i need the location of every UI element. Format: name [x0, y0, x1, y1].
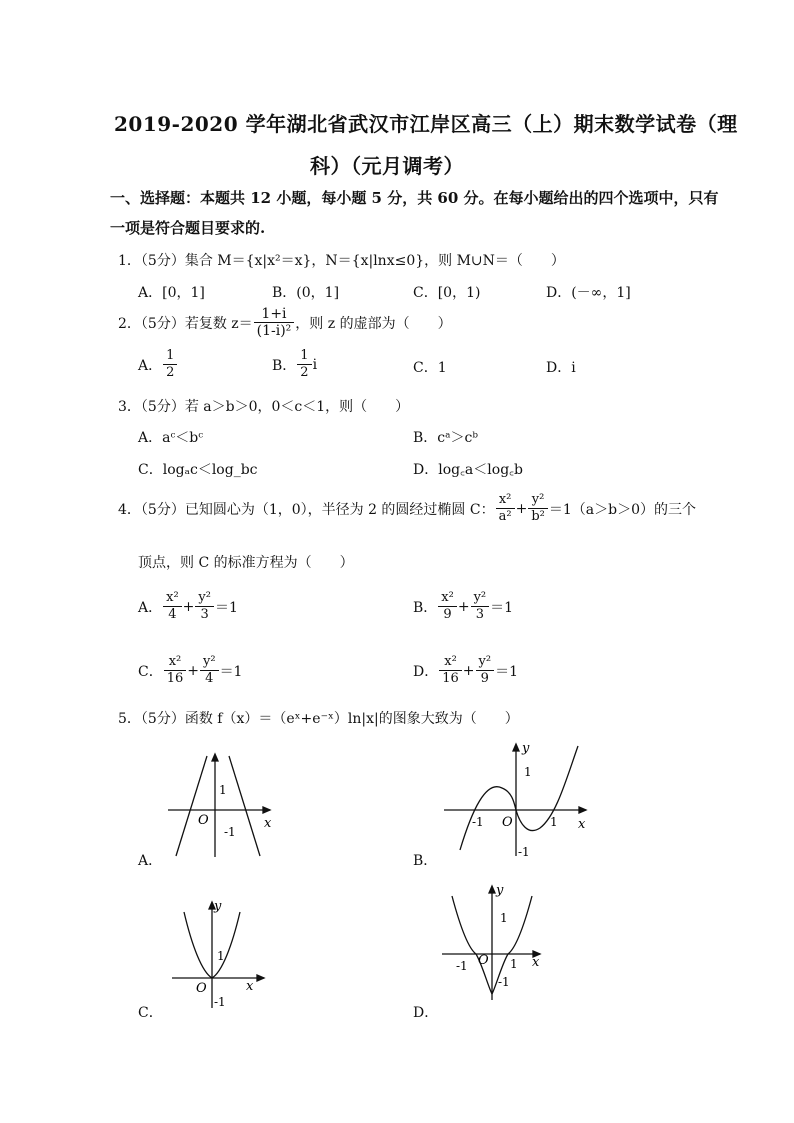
tick-1-x: 1 [510, 957, 518, 971]
section-header-line-2: 一项是符合题目要求的. [110, 219, 266, 237]
question-3-text: 3．（5分）若 a＞b＞0，0＜c＜1，则（ ） [118, 399, 410, 415]
question-3-option-a: A．aᶜ＜bᶜ [138, 430, 204, 446]
denominator: b² [531, 509, 545, 524]
question-2-option-a [138, 348, 178, 381]
option-label: B． [272, 357, 297, 374]
denominator: 4 [205, 671, 214, 686]
tick-neg-1-y: -1 [498, 975, 510, 989]
plus-sign: + [457, 598, 470, 615]
origin-label: O [196, 981, 207, 996]
question-4-suffix: ＝1（a＞b＞0）的三个 [548, 501, 696, 518]
tick-neg-1-y: -1 [518, 845, 530, 859]
curve-left [176, 756, 207, 856]
fraction-x [438, 590, 457, 623]
numerator: x² [163, 590, 182, 607]
equals-one: ＝1 [495, 663, 518, 680]
question-4-option-b [413, 590, 513, 623]
plus-sign: + [187, 662, 199, 679]
x-arrow [263, 807, 270, 813]
y-label: y [522, 741, 530, 756]
origin-label: O [502, 815, 513, 830]
question-4-option-c [138, 654, 242, 687]
tick-1: 1 [217, 949, 225, 963]
denominator: 9 [443, 607, 452, 622]
question-3-option-d: D．log꜀a＜log꜀b [413, 462, 523, 478]
numerator: x² [439, 654, 462, 671]
x-label: x [532, 955, 540, 970]
y-label: y [214, 899, 222, 914]
origin-label: O [198, 813, 209, 828]
denominator: 2 [300, 365, 309, 380]
x-arrow [579, 807, 586, 813]
ellipse-fraction-x [496, 492, 515, 525]
option-label: A． [138, 599, 163, 616]
ellipse-fraction-y [528, 492, 548, 525]
y-arrow [513, 744, 519, 751]
question-4-text [118, 492, 696, 525]
x-label: x [264, 816, 272, 831]
fraction-y [200, 654, 219, 687]
section-header-line-1: 一、选择题：本题共 12 小题，每小题 5 分，共 60 分。在每小题给出的四个选项中，只有 [110, 189, 719, 207]
option-label: C． [138, 663, 163, 680]
numerator: x² [164, 654, 187, 671]
tick-1: 1 [219, 783, 227, 797]
numerator: 1 [297, 348, 311, 365]
option-label: D． [413, 663, 439, 680]
denominator: 16 [442, 671, 459, 686]
plus-sign: + [182, 598, 195, 615]
numerator: y² [195, 590, 214, 607]
question-5-option-a: A． [138, 853, 163, 869]
denominator: 4 [168, 607, 177, 622]
question-1-option-d: D．(－∞，1] [546, 285, 631, 301]
numerator: x² [438, 590, 457, 607]
question-5-option-b: B． [413, 853, 438, 869]
graph-b [440, 740, 590, 860]
x-arrow [257, 975, 264, 981]
curve-right [229, 756, 260, 856]
fraction-x [439, 654, 462, 687]
question-2-suffix: ，则 z 的虚部为（ ） [295, 315, 452, 332]
y-arrow [212, 754, 218, 761]
x-label: x [578, 817, 586, 832]
tick-1: 1 [500, 911, 508, 925]
curve [460, 746, 578, 850]
question-2-option-d: D．i [546, 360, 576, 376]
numerator: x² [496, 492, 515, 509]
denominator: 3 [475, 607, 484, 622]
question-2-text [118, 306, 452, 339]
question-5-option-c: C． [138, 1005, 163, 1021]
tick-neg-1-x: -1 [456, 959, 468, 973]
denominator: 3 [200, 607, 209, 622]
question-2-option-b [272, 348, 317, 381]
plus-sign: + [462, 662, 475, 679]
graph-a [160, 752, 280, 862]
graph-c [170, 898, 270, 1010]
tick-neg-1: -1 [224, 825, 236, 839]
question-5-text: 5．（5分）函数 f（x）＝（eˣ+e⁻ˣ）ln|x|的图象大致为（ ） [118, 711, 519, 727]
numerator: y² [200, 654, 219, 671]
y-label: y [496, 883, 504, 898]
denominator: 16 [166, 671, 184, 686]
question-2-prefix: 2．（5分）若复数 z＝ [118, 315, 253, 332]
option-label: A． [138, 357, 163, 374]
numerator: y² [471, 590, 490, 607]
title-line-1: 2019-2020 学年湖北省武汉市江岸区高三（上）期末数学试卷（理 [114, 112, 738, 136]
question-3-option-c: C．logₐc＜log_bc [138, 462, 258, 478]
tick-1-x: 1 [550, 815, 558, 829]
fraction [297, 348, 311, 381]
origin-label: O [478, 953, 489, 968]
denominator: a² [498, 509, 512, 524]
fraction-x [164, 654, 187, 687]
y-arrow [489, 886, 495, 893]
question-2-option-c: C．1 [413, 360, 447, 376]
fraction-y [476, 654, 495, 687]
graph-d [440, 882, 550, 1002]
question-1-option-b: B．(0，1] [272, 285, 340, 301]
numerator: y² [476, 654, 495, 671]
tick-1: 1 [524, 765, 532, 779]
question-1-option-a: A．[0，1] [138, 285, 205, 301]
denominator: 2 [166, 365, 175, 380]
equals-one: ＝1 [490, 599, 514, 616]
option-tail: i [312, 356, 318, 373]
denominator: 9 [480, 671, 489, 686]
fraction [163, 348, 177, 381]
fraction-x [163, 590, 182, 623]
question-4-prefix: 4．（5分）已知圆心为（1，0），半径为 2 的圆经过椭圆 C： [118, 501, 495, 518]
tick-neg-1: -1 [214, 995, 226, 1009]
question-2-numerator: 1+i [254, 306, 295, 323]
equals-one: ＝1 [219, 663, 243, 680]
equals-one: ＝1 [214, 599, 238, 616]
option-label: B． [413, 599, 438, 616]
x-label: x [246, 979, 254, 994]
question-2-denominator: (1-i)² [256, 323, 292, 339]
question-3-option-b: B．cᵃ＞cᵇ [413, 430, 478, 446]
question-2-fraction [254, 306, 295, 339]
fraction-y [195, 590, 214, 623]
plus-sign: + [515, 500, 528, 517]
numerator: 1 [163, 348, 177, 365]
question-4-option-a [138, 590, 238, 623]
tick-neg-1-x: -1 [472, 815, 484, 829]
title-line-2: 科）（元月调考） [310, 154, 464, 178]
question-1-text: 1．（5分）集合 M＝{x|x²＝x}，N＝{x|lnx≤0}，则 M∪N＝（ ） [118, 253, 565, 269]
fraction-y [471, 590, 490, 623]
question-4-line-2: 顶点，则 C 的标准方程为（ ） [138, 555, 354, 571]
question-4-option-d [413, 654, 518, 687]
numerator: y² [528, 492, 548, 509]
question-1-option-c: C．[0，1) [413, 285, 481, 301]
question-5-option-d: D． [413, 1005, 439, 1021]
